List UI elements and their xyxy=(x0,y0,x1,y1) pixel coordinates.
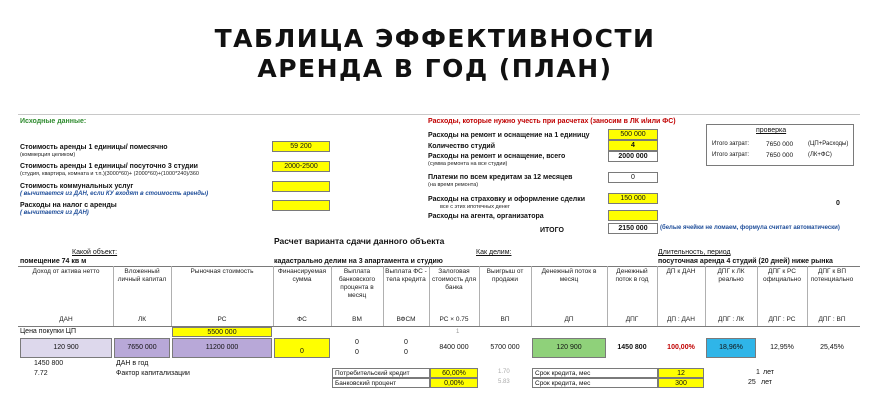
value-dpg-lk: 18,96% xyxy=(706,338,756,358)
column-header-name: ДПГ к РС официально xyxy=(763,268,801,283)
repair-total-label: Расходы на ремонт и оснащение, всего xyxy=(428,153,566,160)
column-header-code: ЛК xyxy=(137,316,147,323)
bank-input[interactable]: 0,00% xyxy=(430,378,478,388)
value-fs[interactable]: 0 xyxy=(274,338,330,358)
column-divider xyxy=(757,266,758,326)
insurance-label: Расходы на страховку и оформление сделки xyxy=(428,196,586,203)
credit-sub: (на время ремонта) xyxy=(428,182,479,188)
utilities-input[interactable] xyxy=(272,181,330,192)
term2-input[interactable]: 300 xyxy=(658,378,704,388)
column-header-name: Денежный поток в месяц xyxy=(541,268,597,283)
studios-input[interactable]: 4 xyxy=(608,140,658,151)
term1-input[interactable]: 12 xyxy=(658,368,704,378)
rent-day-label: Стоимость аренды 1 единицы/ посуточно 3 студии xyxy=(20,163,198,170)
term2-unit: лет xyxy=(761,379,772,386)
column-header-name: Финансируемая сумма xyxy=(277,268,327,283)
column-header-code: РС × 0.75 xyxy=(439,316,469,323)
value-lk: 7650 000 xyxy=(114,338,170,358)
grid-header-top xyxy=(18,266,860,267)
value-zalog: 8400 000 xyxy=(439,344,469,351)
column-header-code: ДПГ xyxy=(625,316,639,323)
cap-label: Фактор капитализации xyxy=(116,370,190,377)
tax-input[interactable] xyxy=(272,200,330,211)
column-header-name: Выигрыш от продажи xyxy=(486,268,524,283)
column-divider xyxy=(531,266,532,326)
purchase-input[interactable]: 5500 000 xyxy=(172,327,272,337)
studios-label: Количество студий xyxy=(428,143,496,150)
rent-month-label: Стоимость аренды 1 единицы/ помесячно xyxy=(20,144,168,151)
consumer-extra: 1.70 xyxy=(498,369,510,375)
tax-sub: ( вычитается из ДАН) xyxy=(20,210,89,216)
dan-year-label: ДАН в год xyxy=(116,360,149,367)
term2-label: Срок кредита, мес xyxy=(532,378,658,388)
column-divider xyxy=(171,266,172,326)
sheet-top-border xyxy=(18,114,860,115)
how-label: Как делим: xyxy=(476,249,512,256)
term1-unit: лет xyxy=(763,369,774,376)
column-header-code: ФС xyxy=(297,316,307,323)
check-row1-label: Итого затрат: xyxy=(712,141,750,147)
check-row2-value: 7650 000 xyxy=(766,152,794,159)
insurance-input[interactable]: 150 000 xyxy=(608,193,658,204)
column-divider xyxy=(383,266,384,326)
column-header-code: ДП : ДАН xyxy=(667,316,695,323)
column-divider xyxy=(607,266,608,326)
dan-year-value: 1450 800 xyxy=(34,360,64,367)
value-vm2: 0 xyxy=(355,349,359,356)
column-header-code: ВМ xyxy=(352,316,362,323)
agent-input[interactable] xyxy=(608,210,658,221)
right-section-title: Расходы, которые нужно учесть при расчетах (заносим в ЛК и/или ФС) xyxy=(428,118,676,125)
column-header-name: Выплата ФС - тела кредита xyxy=(385,268,427,283)
column-header-code: ДАН xyxy=(59,316,73,323)
rent-month-sub: (коммерция целиком) xyxy=(20,152,76,158)
column-header-name: Доход от актива нетто xyxy=(32,268,100,275)
column-divider xyxy=(807,266,808,326)
value-dpg-vp: 25,45% xyxy=(820,344,844,351)
column-divider xyxy=(113,266,114,326)
insurance-sub: все с этих ипотечных денег xyxy=(440,204,510,210)
term2-years: 25 xyxy=(748,379,756,386)
column-header-code: ДПГ : РС xyxy=(768,316,796,323)
value-vm1: 0 xyxy=(355,339,359,346)
check-row1-note: (ЦП+Расходы) xyxy=(808,141,849,147)
value-dp: 120 900 xyxy=(532,338,606,358)
value-dan: 120 900 xyxy=(20,338,112,358)
credit-value: 0 xyxy=(608,172,658,183)
term1-label: Срок кредита, мес xyxy=(532,368,658,378)
check-row1-value: 7650 000 xyxy=(766,141,794,148)
cap-value: 7.72 xyxy=(34,370,48,377)
column-divider xyxy=(657,266,658,326)
credit-label: Платежи по всем кредитам за 12 месяцев xyxy=(428,174,573,181)
check-row2-note: (ЛК+ФС) xyxy=(808,152,832,158)
consumer-label: Потребительский кредит xyxy=(332,368,430,378)
column-divider xyxy=(331,266,332,326)
check-row2-label: Итого затрат: xyxy=(712,152,750,158)
value-rs: 11200 000 xyxy=(172,338,272,358)
value-vfsm1: 0 xyxy=(404,339,408,346)
repair-unit-input[interactable]: 500 000 xyxy=(608,129,658,140)
value-vfsm2: 0 xyxy=(404,349,408,356)
rent-day-input[interactable]: 2000-2500 xyxy=(272,161,330,172)
column-header-name: Вложенный личный капитал xyxy=(117,268,167,283)
column-header-code: ВП xyxy=(500,316,510,323)
check-zero: 0 xyxy=(836,200,840,207)
page-title-line2: АРЕНДА В ГОД (ПЛАН) xyxy=(257,54,613,83)
left-section-title: Исходные данные: xyxy=(20,118,87,125)
column-header-code: ВФСМ xyxy=(396,316,416,323)
column-header-code: ДПГ : ВП xyxy=(818,316,846,323)
duration-label: Длительность, период xyxy=(658,249,731,256)
value-dpg: 1450 800 xyxy=(617,344,647,351)
repair-total-sub: (сумма ремонта на все студии) xyxy=(428,161,508,167)
rent-day-sub: (студия, квартира, комната и т.п.)(3000*60)+ (2000*60)+(1000*240)/360 xyxy=(20,171,199,177)
agent-label: Расходы на агента, организатора xyxy=(428,213,544,220)
column-header-name: Залоговая стоимость для банка xyxy=(431,268,476,291)
check-title: проверка xyxy=(756,127,787,134)
tax-label: Расходы на налог с аренды xyxy=(20,202,117,209)
total-value: 2150 000 xyxy=(608,223,658,234)
consumer-input[interactable]: 60,00% xyxy=(430,368,478,378)
page-title-line1: ТАБЛИЦА ЭФФЕКТИВНОСТИ xyxy=(214,24,656,53)
utilities-sub: ( вычитается из ДАН, если КУ входят в стоимость аренды) xyxy=(20,191,209,197)
object-label: Какой объект: xyxy=(72,249,118,256)
column-header-name: Денежный поток в год xyxy=(615,268,649,283)
column-header-code: РС xyxy=(217,316,227,323)
bank-label: Банковский процент xyxy=(332,378,430,388)
repair-total-value: 2000 000 xyxy=(608,151,658,162)
purchase-label: Цена покупки ЦП xyxy=(20,328,77,335)
column-divider xyxy=(705,266,706,326)
column-header-name: ДПГ к ВП потенциально xyxy=(810,268,854,283)
column-divider xyxy=(273,266,274,326)
rent-month-input[interactable]: 59 200 xyxy=(272,141,330,152)
value-dp-dan: 100,00% xyxy=(667,344,695,351)
column-header-code: ДП xyxy=(564,316,574,323)
term1-years: 1 xyxy=(756,369,760,376)
column-divider xyxy=(429,266,430,326)
column-divider xyxy=(479,266,480,326)
repair-unit-label: Расходы на ремонт и оснащение на 1 единицу xyxy=(428,132,590,139)
value-dpg-rs: 12,95% xyxy=(770,344,794,351)
grid-header-bottom xyxy=(18,326,860,327)
column-header-name: Выплата банковского процента в месяц xyxy=(338,268,376,299)
column-header-code: ДПГ : ЛК xyxy=(717,316,745,323)
bank-extra: 5.83 xyxy=(498,379,510,385)
column-header-name: ДП к ДАН xyxy=(666,268,696,275)
total-label: ИТОГО xyxy=(540,227,564,234)
calc-heading: Расчет варианта сдачи данного объекта xyxy=(274,236,445,246)
duration-value: посуточная аренда 4 студий (20 дней) ниже рынка xyxy=(658,258,833,265)
how-value: кадастрально делим на 3 апартамента и студию xyxy=(274,258,443,265)
column-header-name: ДПГ к ЛК реально xyxy=(717,268,745,283)
column-header-name: Рыночная стоимость xyxy=(190,268,254,275)
value-vp: 5700 000 xyxy=(490,344,520,351)
utilities-label: Стоимость коммунальных услуг xyxy=(20,183,134,190)
object-value: помещение 74 кв м xyxy=(20,258,87,265)
auto-formula-note: (белые ячейки не ломаем, формула считает автоматически) xyxy=(660,225,840,231)
purchase-one: 1 xyxy=(456,329,460,335)
